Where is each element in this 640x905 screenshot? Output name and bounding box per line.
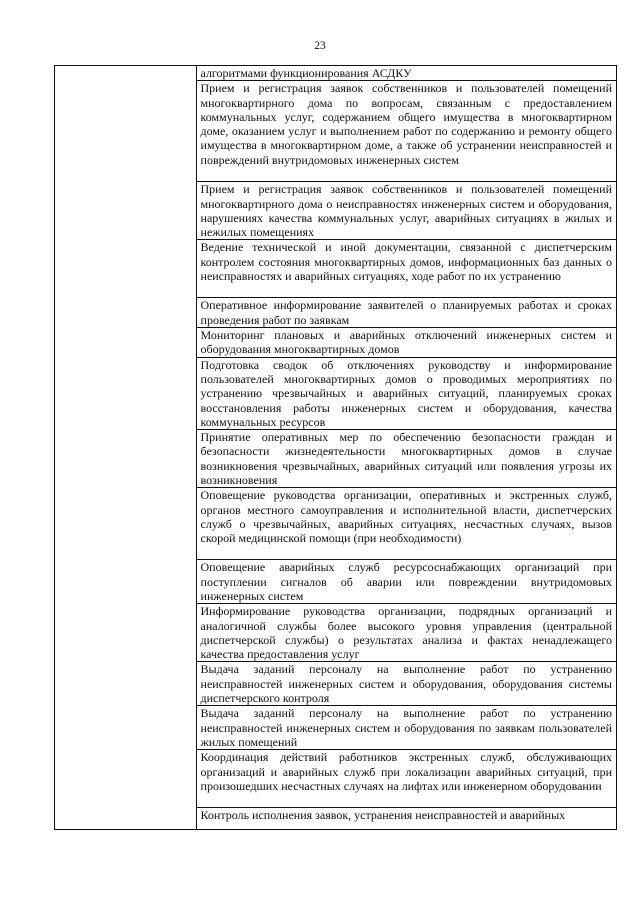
- page-number: 23: [314, 40, 326, 52]
- function-description-cell: [196, 81, 616, 182]
- function-description-text: Оповещение аварийных служб ресурсоснабжающих организаций при поступлении сигналов об аварии или повреждении внутридомовых инженерных систем: [200, 560, 612, 603]
- left-column-cell: [55, 66, 197, 830]
- function-description-text: Информирование руководства организации, подрядных организаций и аналогичной службы более высокого уровня управления (центральной диспетчерской службы) о результатах анализа и фактах ненадлежащего качества предоставления услуг: [200, 604, 612, 662]
- function-description-cell: [196, 560, 616, 604]
- function-description-text: Мониторинг плановых и аварийных отключений инженерных систем и оборудования многоквартирных домов: [200, 328, 612, 357]
- table-row: [55, 66, 617, 81]
- function-description-cell: [196, 66, 616, 81]
- function-description-text: Подготовка сводок об отключениях руководству и информирование пользователей многоквартирных домов о проводимых мероприятиях по устранению чрезвычайных и аварийных ситуаций, планируемых сроках восстановления работы инженерных систем и оборудования, качества коммунальных ресурсов: [200, 357, 612, 429]
- function-description-text: Оперативное информирование заявителей о планируемых работах и сроках проведения работ по заявкам: [200, 298, 612, 327]
- function-description-cell: [196, 328, 616, 358]
- function-description-cell: [196, 182, 616, 240]
- function-description-text: Выдача заданий персоналу на выполнение работ по устранению неисправностей инженерных систем и оборудования по заявкам пользователей жилых помещений: [200, 706, 612, 749]
- function-description-text: Прием и регистрация заявок собственников и пользователей помещений многоквартирного дома по вопросам, связанным с предоставлением коммунальных услуг, содержанием общего имущества в многоквартирном доме, оказанием услуг и выполнением работ по содержанию и ремонту общего имущества в многоквартирном доме, а также об устранении неисправностей и повреждений внутридомовых инженерных систем: [200, 81, 612, 167]
- function-description-cell: [196, 706, 616, 750]
- function-description-text: Принятие оперативных мер по обеспечению безопасности граждан и безопасности жизнедеятельности многоквартирных домов в случае возникновения чрезвычайных, аварийных ситуаций или появления угрозы их возникновения: [200, 430, 612, 488]
- function-description-cell: [196, 240, 616, 298]
- function-description-cell: [196, 808, 616, 830]
- function-description-text: Оповещение руководства организации, оперативных и экстренных служб, органов местного самоуправления и исполнительной власти, диспетчерских служб о чрезвычайных, аварийных ситуациях, несчастных случаях, вызов скорой медицинской помощи (при необходимости): [200, 488, 612, 546]
- table-body: [55, 66, 617, 830]
- functions-table: [54, 65, 617, 830]
- function-description-cell: [196, 662, 616, 706]
- function-description-cell: [196, 488, 616, 560]
- function-description-text: Ведение технической и иной документации, связанной с диспетчерским контролем состояния многоквартирных домов, информационных баз данных о неисправностях и аварийных ситуациях, ходе работ по их устранению: [200, 240, 612, 284]
- function-description-cell: [196, 750, 616, 808]
- function-description-cell: [196, 430, 616, 488]
- functions-table-container: [54, 65, 617, 830]
- function-description-text: Выдача заданий персоналу на выполнение работ по устранению неисправностей инженерных систем и оборудования, оборудования системы диспетчерского контроля: [200, 662, 612, 706]
- function-description-cell: [196, 357, 616, 429]
- function-description-text: Контроль исполнения заявок, устранения неисправностей и аварийных: [200, 808, 566, 823]
- function-description-text: алгоритмами функционирования АСДКУ: [200, 66, 412, 80]
- function-description-text: Координация действий работников экстренных служб, обслуживающих организаций и аварийных служб при локализации аварийных ситуаций, при произошедших несчастных случаях на лифтах или инженерном оборудовании: [200, 750, 612, 793]
- function-description-cell: [196, 604, 616, 662]
- function-description-cell: [196, 298, 616, 328]
- function-description-text: Прием и регистрация заявок собственников и пользователей помещений многоквартирного дома о неисправностях инженерных систем и оборудования, нарушениях качества коммунальных услуг, аварийных ситуациях в жилых и нежилых помещениях: [200, 182, 612, 240]
